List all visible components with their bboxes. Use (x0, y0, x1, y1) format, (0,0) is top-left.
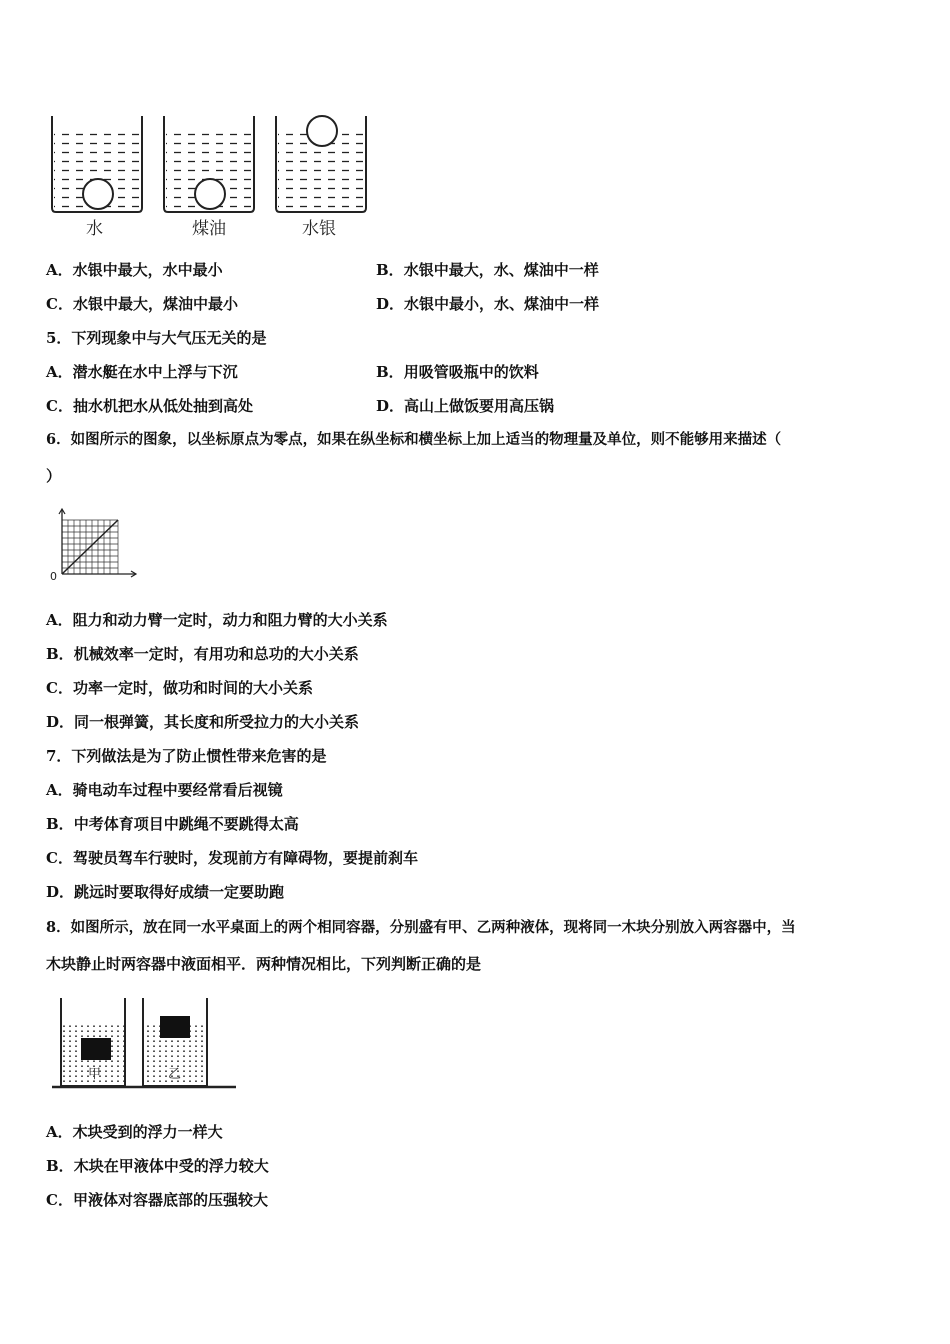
q6-option-a: A．阻力和动力臂一定时，动力和阻力臂的大小关系 (46, 611, 388, 629)
q8-stem-line1: 8．如图所示，放在同一水平桌面上的两个相同容器，分别盛有甲、乙两种液体，现将同一木块分别放入两容器中，当 (46, 919, 796, 936)
label-kerosene: 煤油 (192, 219, 226, 239)
label-yi: 乙 (168, 1067, 182, 1082)
q5-option-c: C．抽水机把水从低处抽到高处 (46, 397, 253, 415)
wood-block-yi (160, 1016, 190, 1038)
beaker-water (52, 116, 142, 212)
proportional-line (62, 520, 118, 574)
q6-graph (44, 506, 144, 586)
q5-stem: 5．下列现象中与大气压无关的是 (46, 329, 267, 347)
beakers-figure (46, 112, 378, 240)
origin-label: 0 (50, 570, 57, 583)
q5-option-d: D．高山上做饭要用高压锅 (376, 397, 555, 415)
q8-stem-line2: 木块静止时两容器中液面相平．两种情况相比，下列判断正确的是 (46, 955, 482, 973)
q7-option-b: B．中考体育项目中跳绳不要跳得太高 (46, 815, 299, 833)
q7-option-c: C．驾驶员驾车行驶时，发现前方有障碍物，要提前刹车 (46, 849, 418, 867)
q4-option-b: B．水银中最大，水、煤油中一样 (376, 261, 599, 279)
container-jia (61, 998, 125, 1086)
label-mercury: 水银 (302, 219, 336, 239)
q7-option-a: A．骑电动车过程中要经常看后视镜 (46, 781, 283, 799)
q6-option-d: D．同一根弹簧，其长度和所受拉力的大小关系 (46, 713, 360, 731)
q8-option-a: A．木块受到的浮力一样大 (46, 1123, 223, 1141)
beaker-kerosene (164, 116, 254, 212)
q8-option-b: B．木块在甲液体中受的浮力较大 (46, 1157, 269, 1175)
label-water: 水 (86, 219, 103, 239)
label-jia: 甲 (88, 1067, 102, 1082)
q4-option-a: A．水银中最大，水中最小 (46, 261, 223, 279)
q4-option-c: C．水银中最大，煤油中最小 (46, 295, 238, 313)
q7-stem: 7．下列做法是为了防止惯性带来危害的是 (46, 747, 327, 765)
q4-option-d: D．水银中最小，水、煤油中一样 (376, 295, 600, 313)
q8-option-c: C．甲液体对容器底部的压强较大 (46, 1191, 268, 1209)
container-yi (143, 998, 207, 1086)
q6-option-b: B．机械效率一定时，有用功和总功的大小关系 (46, 645, 359, 663)
q6-stem-line2: ） (46, 467, 62, 485)
q8-containers-figure (50, 994, 240, 1094)
q7-option-d: D．跳远时要取得好成绩一定要助跑 (46, 883, 285, 901)
q6-stem-line1: 6．如图所示的图象，以坐标原点为零点，如果在纵坐标和横坐标上加上适当的物理量及单位，则不能够用来描述（ (46, 431, 782, 448)
q5-option-a: A．潜水艇在水中上浮与下沉 (46, 363, 238, 381)
wood-block-jia (81, 1038, 111, 1060)
q5-option-b: B．用吸管吸瓶中的饮料 (376, 363, 539, 381)
q6-option-c: C．功率一定时，做功和时间的大小关系 (46, 679, 313, 697)
beaker-mercury (276, 116, 366, 212)
